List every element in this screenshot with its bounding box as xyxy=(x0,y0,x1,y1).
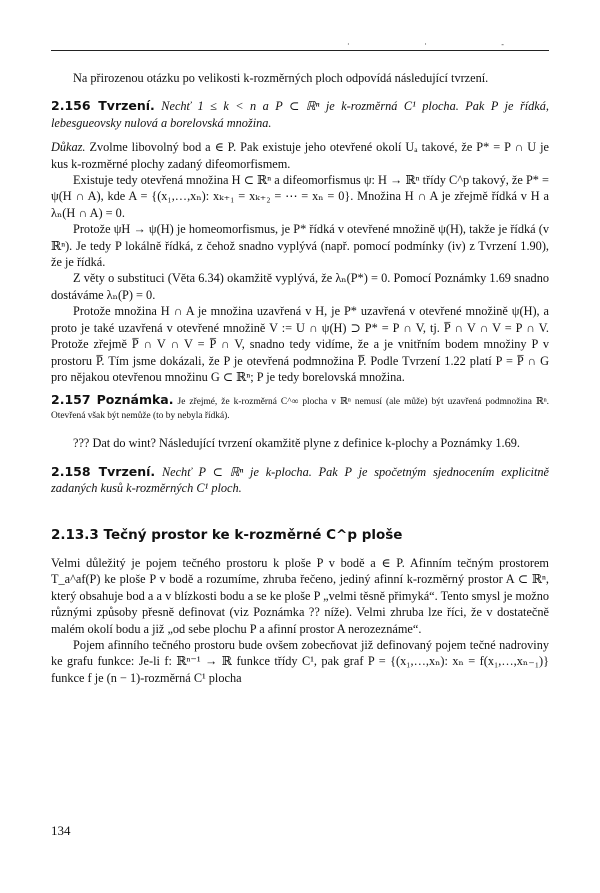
proof-paragraph-1 xyxy=(51,139,549,172)
proof-paragraph-2: Existuje tedy otevřená množina H ⊂ ℝⁿ a difeomorfismus ψ: H → ℝⁿ třídy C^p takový, že P* = ψ(H ∩ A), kde A = {(x₁,…,xₙ): xₖ₊₁ = xₖ₊₂ = ⋯ = xₙ = 0}. Množina H ∩ A je zřejmě řídká v H a λₙ(H ∩ A) = 0. xyxy=(51,173,549,220)
proof-label: Důkaz. xyxy=(51,140,86,155)
section-paragraph-2: Pojem afinního tečného prostoru bude ovšem zobecňovat již definovaný pojem tečné nadroviny ke grafu funkce: Je-li f: ℝⁿ⁻¹ → ℝ funkce třídy C¹, pak graf P = {(x₁,…,xₙ): xₙ = f(x₁,…,xₙ₋₁)} funkce f je (n − 1)-rozměrná C¹ plocha xyxy=(51,637,549,685)
proof-text-1: Zvolme libovolný bod a ∈ P. Pak existuje jeho otevřené okolí Uₐ takové, že P* = P ∩ U je kus k-rozměrné plochy zadaný difeomorfismem. xyxy=(51,140,550,171)
remark-2-157-label: 2.157 Poznámka. xyxy=(51,392,174,408)
theorem-2-158-label: 2.158 Tvrzení. xyxy=(51,463,156,479)
intro-paragraph: Na přirozenou otázku po velikosti k-rozměrných ploch odpovídá následující tvrzení. xyxy=(73,71,489,85)
remark-2-157 xyxy=(51,393,549,423)
page-number: 134 xyxy=(51,823,71,838)
proof-paragraph-4: Z věty o substituci (Věta 6.34) okamžitě vyplývá, že λₙ(P*) = 0. Pomocí Poznámky 1.69 snadno dostáváme λₙ(P) = 0. xyxy=(51,271,549,302)
remark-2-157-text: Je zřejmé, že k-rozměrná C^∞ plocha v ℝⁿ nemusí (ale může) být uzavřená podmnožina ℝⁿ. Otevřená však být nemůže (to by nebyla řídká). xyxy=(51,397,550,422)
header-marks: · · - xyxy=(347,40,540,49)
theorem-2-156 xyxy=(51,98,549,131)
header-rule xyxy=(51,50,549,51)
section-heading: 2.13.3 Tečný prostor ke k-rozměrné C^p ploše xyxy=(51,526,403,543)
section-paragraph-1: Velmi důležitý je pojem tečného prostoru k ploše P v bodě a ∈ P. Afinním tečným prostorem T_a^af(P) ke ploše P v bodě a rozumíme, zhruba řečeno, jediný afinní k-rozměrný prostor A ⊂ ℝⁿ, který obsahuje bod a a v blízkosti bodu a se ke ploše P „velmi těsně přimyká“. Tento smysl je možno různými způsoby přesně definovat (viz Poznámka ?? níže). Velmi zhruba lze říci, že v dostatečně malém okolí bodu a již „od sebe plochu P a afinní prostor A nerozeznáme“. xyxy=(51,555,549,636)
theorem-2-158-text: Nechť P ⊂ ℝⁿ je k-plocha. Pak P je spočetným sjednocením explicitně zadaných kusů k-rozměrných C¹ ploch. xyxy=(51,464,549,496)
theorem-2-156-label: 2.156 Tvrzení. xyxy=(51,98,155,114)
proof-paragraph-5: Protože množina H ∩ A je množina uzavřená v H, je P* uzavřená v otevřené množině ψ(H), a proto je také uzavřená v otevřené množině V := U ∩ ψ(H) ⊃ P* = P ∩ V, tj. P̅ ∩ V ∩ V = P ∩ V. Protože zřejmě P̅ ∩ V ∩ V = P̅ ∩ V, snadno tedy vidíme, že a je vnitřním bodem množiny P v prostoru P̅. Tím jsme dokázali, že P je otevřená podmnožina P̅. Podle Tvrzení 1.22 platí P = P̅ ∩ G pro nějakou otevřenou množinu G ⊂ ℝⁿ; P je tedy borelovská množina. xyxy=(51,304,549,384)
theorem-2-158 xyxy=(51,464,549,497)
proof-paragraph-3: Protože ψH → ψ(H) je homeomorfismus, je P* řídká v otevřené množině ψ(H), takže je řídká (v ℝⁿ). Je tedy P lokálně řídká, z čehož snadno vyplývá (např. pomocí podmínky (iv) z Tvrzení 1.90), že je řídká. xyxy=(51,222,549,270)
todo-paragraph: ??? Dat do wint? Následující tvrzení okamžitě plyne z definice k-plochy a Poznámky 1.69. xyxy=(73,436,520,451)
page-content xyxy=(51,70,549,686)
theorem-2-156-text: Nechť 1 ≤ k < n a P ⊂ ℝⁿ je k-rozměrná C¹ plocha. Pak P je řídká, lebesgueovsky nulová a borelovská množina. xyxy=(51,99,549,130)
